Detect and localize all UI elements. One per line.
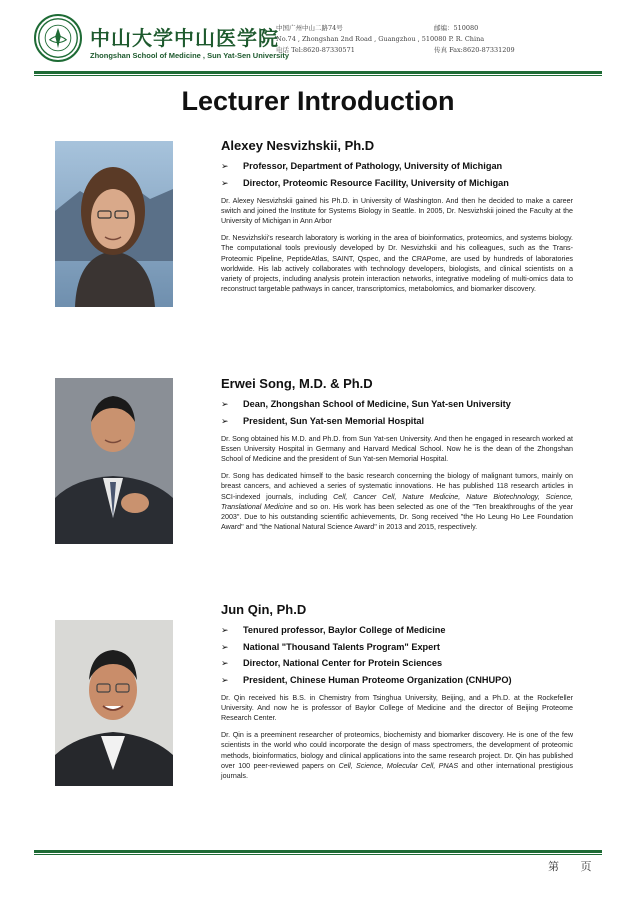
lecturer-name: Jun Qin, Ph.D — [221, 602, 307, 617]
role-item — [221, 178, 573, 189]
arrowhead-bullet-icon: ➢ — [221, 177, 229, 188]
journal-names: Cell, Science, Molecular Cell, PNAS — [338, 761, 459, 770]
letterhead — [0, 0, 636, 70]
arrowhead-bullet-icon: ➢ — [221, 658, 229, 668]
role-text: Director, Proteomic Resource Facility, University of Michigan — [243, 177, 509, 188]
role-item — [221, 658, 573, 669]
role-item — [221, 642, 573, 653]
footer-rule — [34, 850, 602, 853]
bio-text: Dr. Song has dedicated himself to the basic research concerning the biology of malignant tumors, mainly on breast cancers, and achieved a series of systematic innovations. He has published 118 research articles in SCI-indexed journals, including — [221, 472, 573, 501]
role-list — [221, 161, 573, 189]
bio-paragraph — [221, 471, 573, 532]
school-name-english: Zhongshan School of Medicine , Sun Yat-Sen University — [90, 51, 290, 60]
arrowhead-bullet-icon: ➢ — [221, 399, 229, 409]
lecturer-photo-song — [55, 378, 173, 544]
role-text: President, Sun Yat-sen Memorial Hospital — [243, 415, 425, 426]
bio-paragraph: Dr. Nesvizhskii's research laboratory is working in the area of bioinformatics, proteomics, and systems biology. The computational tools previously developed by Dr. Nesvizhskii and his colleagues, such as the Trans-Proteomic Pipeline, PeptideAtlas, SAINT, Qspec, and the CRAPome, are used by hundreds of laboratories worldwide. His lab actively collaborates with technology developers, biologists, and clinical scientists on a variety of projects, including analysis protein interaction networks, integrative modeling of multi-omics data to reconstruct targetable pathways in cancer, transcriptomics, metabolomics, and biomarker discovery. — [221, 234, 573, 294]
role-text: Dean, Zhongshan School of Medicine, Sun Yat-sen University — [243, 399, 511, 409]
bio-paragraph — [221, 730, 573, 781]
role-text: National "Thousand Talents Program" Expert — [243, 641, 440, 652]
journal-names: Cell, Cancer Cell, Nature Medicine, Nature Biotechnology, Science, Translational Medicine — [221, 492, 573, 511]
university-seal-logo — [34, 14, 82, 62]
role-text: Director, National Center for Protein Sciences — [243, 658, 443, 668]
contact-block — [420, 23, 515, 56]
header-rule — [34, 71, 602, 74]
bio-paragraph: Dr. Qin received his B.S. in Chemistry from Tsinghua University, Beijing, and a Ph.D. at the Rockefeller University. And now he is professor of Baylor College of Medicine and the director of Beijing Proteome Research Center. — [221, 693, 573, 722]
arrowhead-bullet-icon: ➢ — [221, 674, 229, 685]
lecturer-name: Alexey Nesvizhskii, Ph.D — [221, 138, 375, 153]
lecturer-photo-nesvizhskii — [55, 141, 173, 307]
fax: 传真 Fax:8620-87331209 — [434, 46, 515, 54]
role-list — [221, 399, 573, 427]
role-list — [221, 625, 573, 686]
bio-paragraph: Dr. Song obtained his M.D. and Ph.D. from Sun Yat-sen University. And then he engaged in research worked at Essen University Hospital in Germany and Harvard Medical School. Now he is the dean of the Zhongshan School of Medicine and the president of Sun Yat-sen Memorial Hospital. — [221, 434, 573, 463]
arrowhead-bullet-icon: ➢ — [221, 161, 229, 171]
role-item — [221, 399, 573, 410]
arrowhead-bullet-icon: ➢ — [221, 415, 229, 426]
bio-text: Dr. Qin is a preeminent researcher of proteomics, biochemisty and biomarker discovery. He is one of the few scientists in the world who could incorporate the design of mass spectromers, the development of proteomic methods, bioinformatics, biology and clinical applications into the same research project. Dr. Qin has published over 100 peer-reviewed papers on — [221, 731, 573, 770]
address-chinese: 中国广州中山二路74号 — [276, 24, 343, 32]
telephone: 电话 Tel:8620-87330571 — [276, 46, 355, 54]
footer-rule-thin — [34, 854, 602, 855]
bio-text: and other international prestigious journals. — [221, 761, 574, 780]
page-title: Lecturer Introduction — [181, 86, 455, 116]
school-name-chinese: 中山大学中山医学院 — [90, 26, 279, 50]
arrowhead-bullet-icon: ➢ — [221, 625, 229, 635]
role-text: President, Chinese Human Proteome Organization (CNHUPO) — [243, 674, 512, 685]
arrowhead-bullet-icon: ➢ — [221, 641, 229, 652]
lecturer-section-3 — [221, 602, 573, 781]
lecturer-name: Erwei Song, M.D. & Ph.D — [221, 376, 373, 391]
role-item — [221, 416, 573, 427]
role-item — [221, 625, 573, 636]
role-item — [221, 675, 573, 686]
bio-text: and so on. His work has been selected as one of the "Ten breakthroughs of the year 2003". Due to his outstanding scientific achievements, Dr. Song received "the Ho Leung Ho Lee Foundation Award" and "the National Natural Science Award" in 2013 and 2015, respectively. — [221, 502, 573, 532]
header-rule-thin — [34, 75, 602, 76]
bio-paragraph: Dr. Alexey Nesvizhskii gained his Ph.D. in University of Washington. And then he decided to make a career switch and joined the Institute for Systems Biology in Seattle. In 2005, Dr. Nesvizhskii joined the Faculty at the University of Michigan in Ann Arbor — [221, 196, 573, 225]
role-item — [221, 161, 573, 172]
page-number-label: 第 页 — [548, 860, 592, 873]
lecturer-section-1 — [221, 138, 573, 294]
lecturer-section-2 — [221, 376, 573, 532]
address-english: No.74 , Zhongshan 2nd Road , Guangzhou , 510080 P. R. China — [276, 35, 485, 43]
lecturer-photo-qin — [55, 620, 173, 786]
role-text: Tenured professor, Baylor College of Medicine — [243, 625, 446, 635]
postcode: 邮编：510080 — [434, 24, 479, 32]
role-text: Professor, Department of Pathology, University of Michigan — [243, 161, 503, 171]
